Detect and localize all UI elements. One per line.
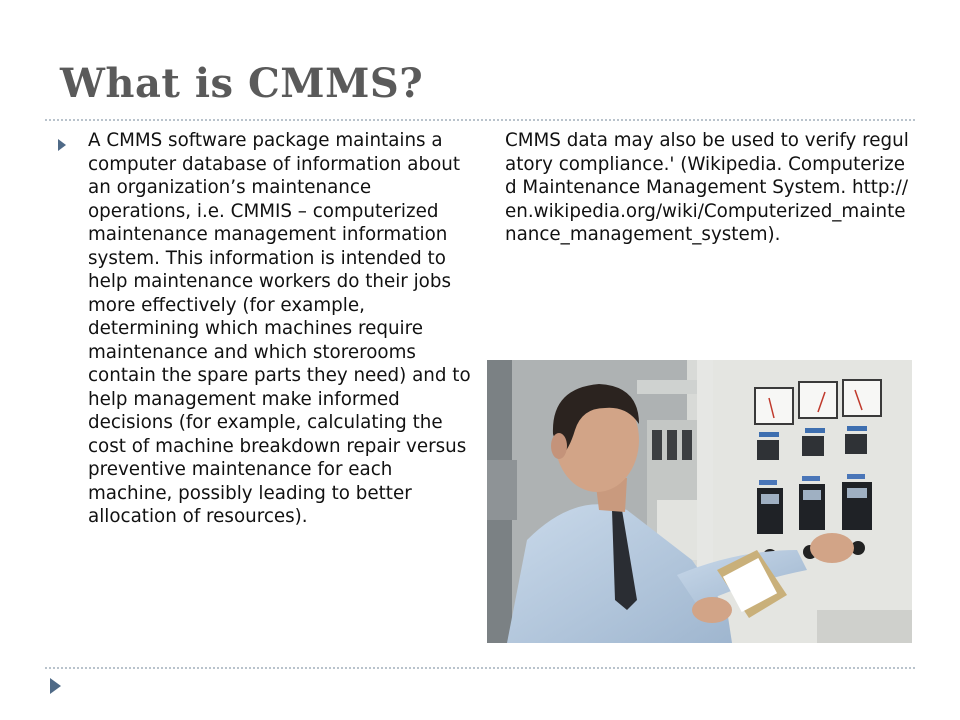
title-divider bbox=[45, 119, 915, 121]
slide-nav-arrow-icon bbox=[50, 678, 61, 694]
bullet-arrow-icon bbox=[58, 139, 66, 151]
engineer-control-panel-photo bbox=[487, 360, 912, 643]
bullet-paragraph: A CMMS software package maintains a computer database of information about an organization’s maintenance operations, i.e. CMMIS – computerized maintenance management information system. This information is intended to help maintenance workers do their jobs more effectively (for example, determining which machines require maintenance and which storerooms contain the spare parts they need) and to help management make informed decisions (for example, calculating the cost of machine breakdown repair versus preventive maintenance for each machine, possibly leading to better allocation of resources). bbox=[88, 130, 471, 527]
footer-divider bbox=[45, 667, 915, 669]
citation-paragraph: CMMS data may also be used to verify regulatory compliance.' (Wikipedia. Computerized Maintenance Management System. http://en.wikipedia.org/wiki/Computerized_maintenance_management_system). bbox=[505, 130, 909, 245]
slide-title: What is CMMS? bbox=[60, 60, 424, 107]
